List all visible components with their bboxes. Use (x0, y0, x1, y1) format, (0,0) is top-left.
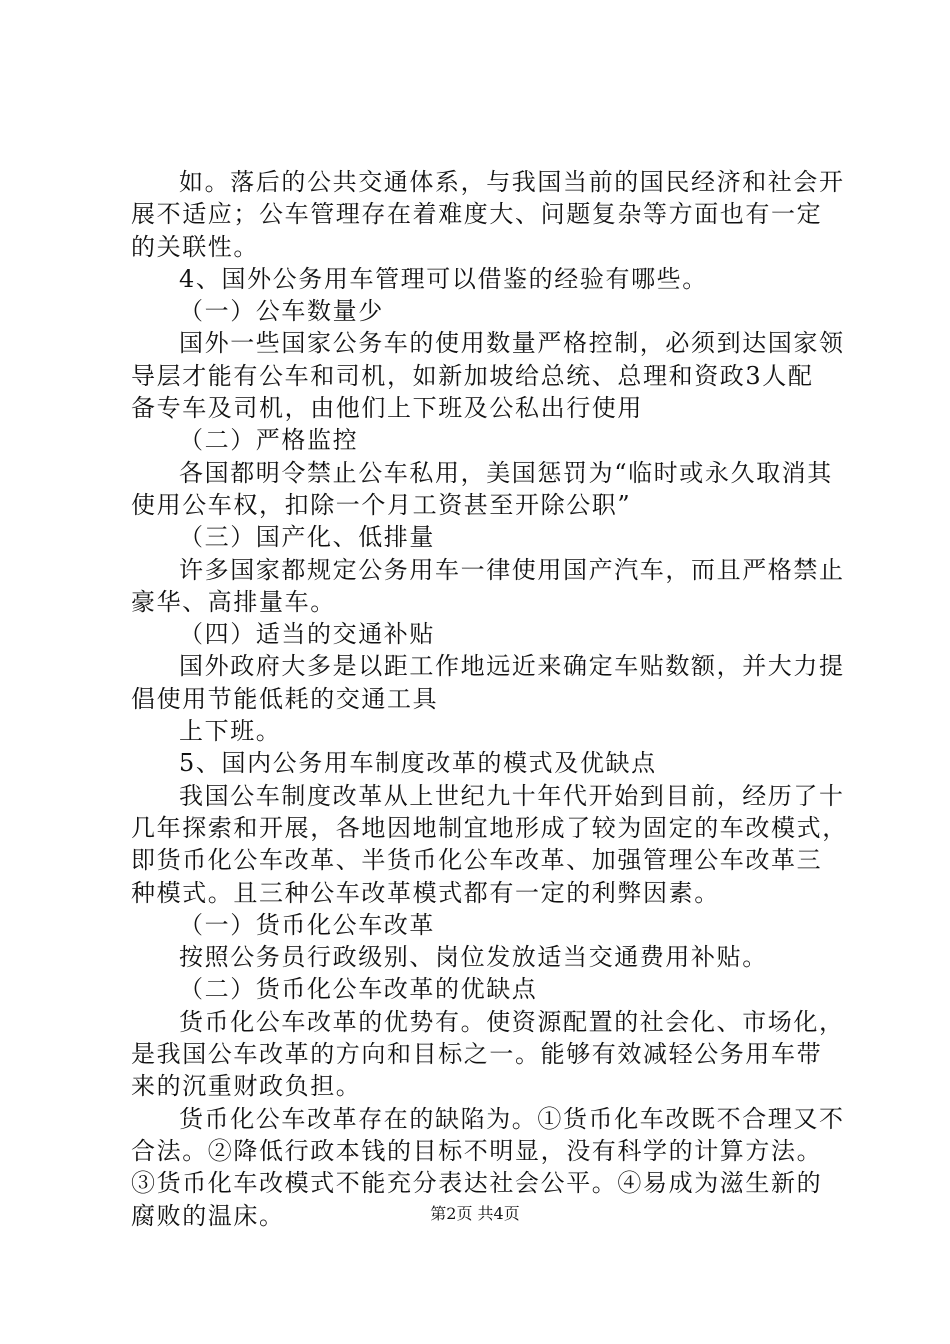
text-line: 如。落后的公共交通体系，与我国当前的国民经济和社会开 (179, 168, 845, 196)
text-line: ③货币化车改模式不能充分表达社会公平。④易成为滋生新的 (131, 1169, 823, 1198)
text-line: 按照公务员行政级别、岗位发放适当交通费用补贴。 (179, 943, 768, 972)
text-line: （一）货币化公车改革 (179, 910, 435, 939)
text-line: 4、国外公务用车管理可以借鉴的经验有哪些。 (179, 264, 708, 293)
document-body (131, 166, 848, 1232)
text-line: （四）适当的交通补贴 (179, 620, 435, 649)
text-line: 我国公车制度改革从上世纪九十年代开始到目前，经历了十 (179, 781, 845, 810)
text-line: 几年探索和开展，各地因地制宜地形成了较为固定的车改模式， (131, 813, 848, 842)
text-line: 各国都明令禁止公车私用，美国惩罚为“临时或永久取消其 (179, 458, 833, 487)
text-line: 是我国公车改革的方向和目标之一。能够有效减轻公务用车带 (131, 1040, 823, 1069)
text-line: 备专车及司机，由他们上下班及公私出行使用 (131, 394, 643, 423)
text-line: （二）严格监控 (179, 426, 359, 455)
text-line: 合法。②降低行政本钱的目标不明显，没有科学的计算方法。 (131, 1136, 823, 1165)
text-line: 导层才能有公车和司机，如新加坡给总统、总理和资政3人配 (131, 361, 814, 390)
text-line: （三）国产化、低排量 (179, 523, 435, 552)
text-line: 货币化公车改革存在的缺陷为。①货币化车改既不合理又不 (179, 1104, 845, 1133)
text-line: 种模式。且三种公车改革模式都有一定的利弊因素。 (131, 878, 720, 907)
text-line: 展不适应；公车管理存在着难度大、问题复杂等方面也有一定 (131, 200, 823, 229)
text-line: 货币化公车改革的优势有。使资源配置的社会化、市场化， (179, 1007, 845, 1036)
text-line: 国外政府大多是以距工作地远近来确定车贴数额，并大力提 (179, 652, 845, 681)
text-line: 即货币化公车改革、半货币化公车改革、加强管理公车改革三 (131, 846, 823, 875)
text-line: 使用公车权，扣除一个月工资甚至开除公职” (131, 490, 632, 519)
text-line: 腐败的温床。 (131, 1201, 285, 1230)
text-line: 倡使用节能低耗的交通工具 (131, 684, 439, 713)
page-footer: 第2页 共4页 (430, 1204, 520, 1223)
text-line: 国外一些国家公务车的使用数量严格控制，必须到达国家领 (179, 329, 845, 358)
text-line: 5、国内公务用车制度改革的模式及优缺点 (179, 749, 657, 778)
text-line: 许多国家都规定公务用车一律使用国产汽车，而且严格禁止 (179, 555, 845, 584)
text-line: 的关联性。 (131, 232, 259, 261)
text-line: （一）公车数量少 (179, 297, 384, 326)
text-line: 豪华、高排量车。 (131, 587, 336, 616)
text-line: 来的沉重财政负担。 (131, 1072, 362, 1101)
text-line: 上下班。 (179, 717, 282, 746)
text-line: （二）货币化公车改革的优缺点 (179, 975, 538, 1004)
